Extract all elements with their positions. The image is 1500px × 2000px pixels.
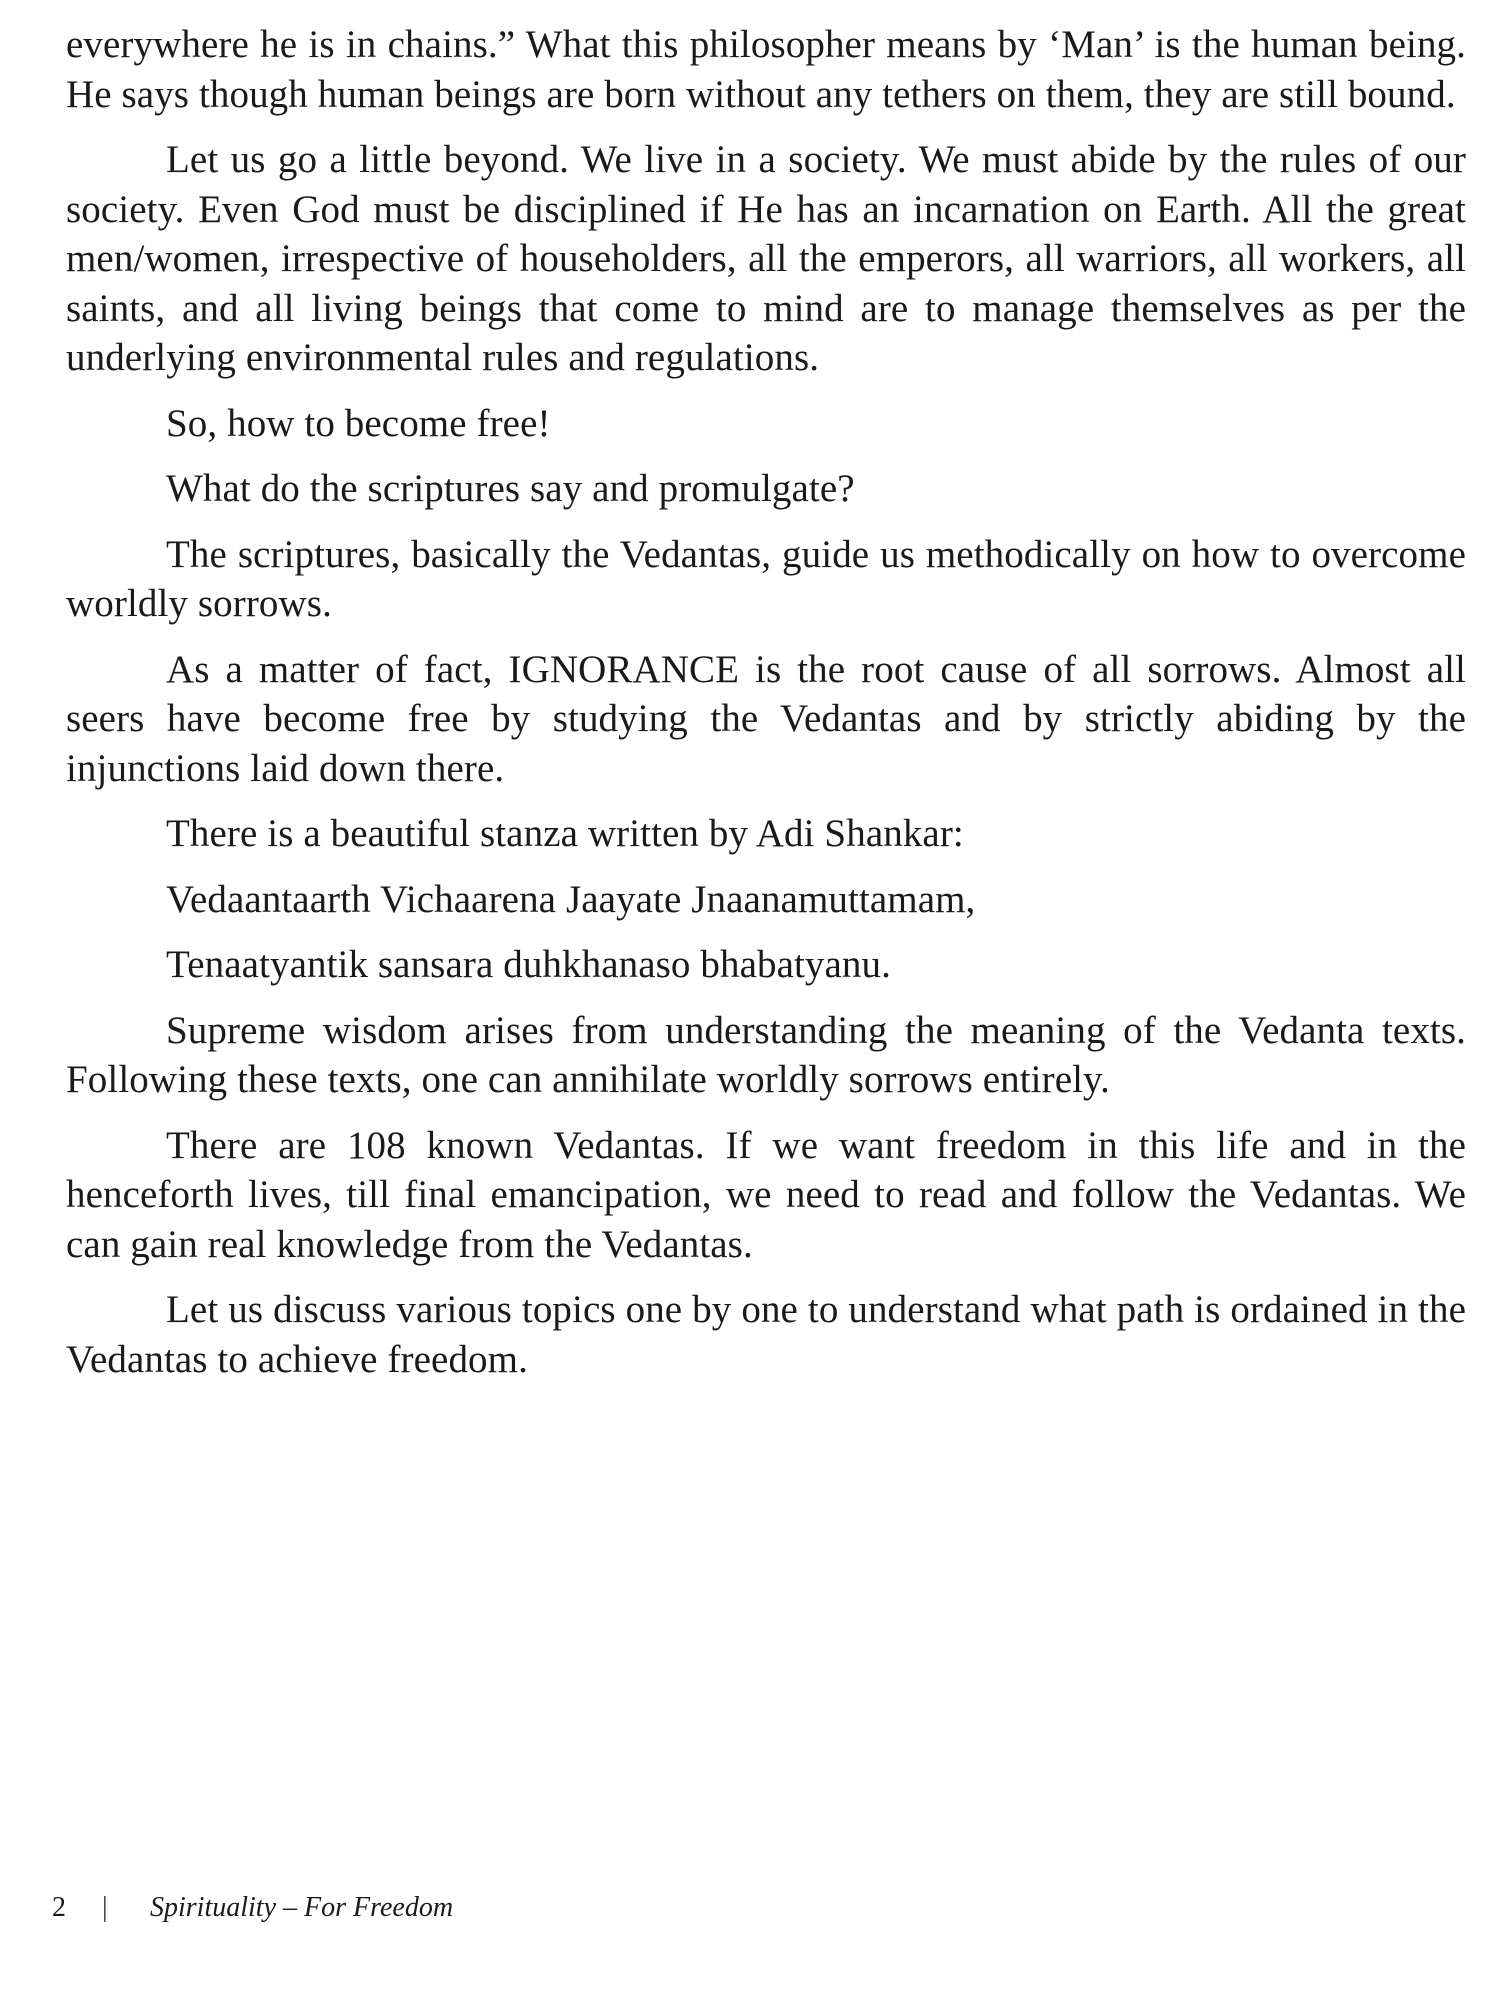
paragraph-supreme-wisdom: Supreme wisdom arises from understanding the meaning of the Vedanta texts. Following these texts, one can annihilate worldly sorrows entirely. (66, 1008, 1466, 1101)
paragraph-scriptures-question: What do the scriptures say and promulgate? (166, 467, 855, 510)
stanza-line-1: Vedaantaarth Vichaarena Jaayate Jnaanamuttamam, (166, 877, 976, 921)
paragraph-stanza-intro: There is a beautiful stanza written by Adi Shankar: (166, 812, 964, 855)
paragraph-society-rules: Let us go a little beyond. We live in a society. We must abide by the rules of our society. Even God must be disciplined if He has an incarnation on Earth. All the great men/women, irrespective of householders, all the emperors, all warriors, all workers, all saints, and all living beings that come to mind are to manage themselves as per the underlying environmental rules and regulations. (66, 138, 1466, 379)
page-number: 2 (52, 1892, 66, 1923)
page-footer (52, 1890, 453, 1926)
paragraph-vedantas-guide: The scriptures, basically the Vedantas, guide us methodically on how to overcome worldly sorrows. (66, 532, 1466, 625)
paragraph-how-to-be-free: So, how to become free! (166, 401, 551, 445)
paragraph-discuss-topics: Let us discuss various topics one by one to understand what path is ordained in the Vedantas to achieve freedom. (66, 1288, 1466, 1381)
footer-separator: | (102, 1892, 108, 1923)
running-title: Spirituality – For Freedom (150, 1892, 454, 1923)
body-text (66, 20, 1466, 1400)
paragraph-continuation: everywhere he is in chains.” What this philosopher means by ‘Man’ is the human being. He says though human beings are born without any tethers on them, they are still bound. (66, 23, 1466, 116)
paragraph-108-vedantas: There are 108 known Vedantas. If we want freedom in this life and in the henceforth lives, till final emancipation, we need to read and follow the Vedantas. We can gain real knowledge from the Vedantas. (66, 1123, 1466, 1266)
paragraph-ignorance: As a matter of fact, IGNORANCE is the root cause of all sorrows. Almost all seers have become free by studying the Vedantas and by strictly abiding by the injunctions laid down there. (66, 647, 1466, 790)
stanza-line-2: Tenaatyantik sansara duhkhanaso bhabatyanu. (166, 943, 891, 986)
